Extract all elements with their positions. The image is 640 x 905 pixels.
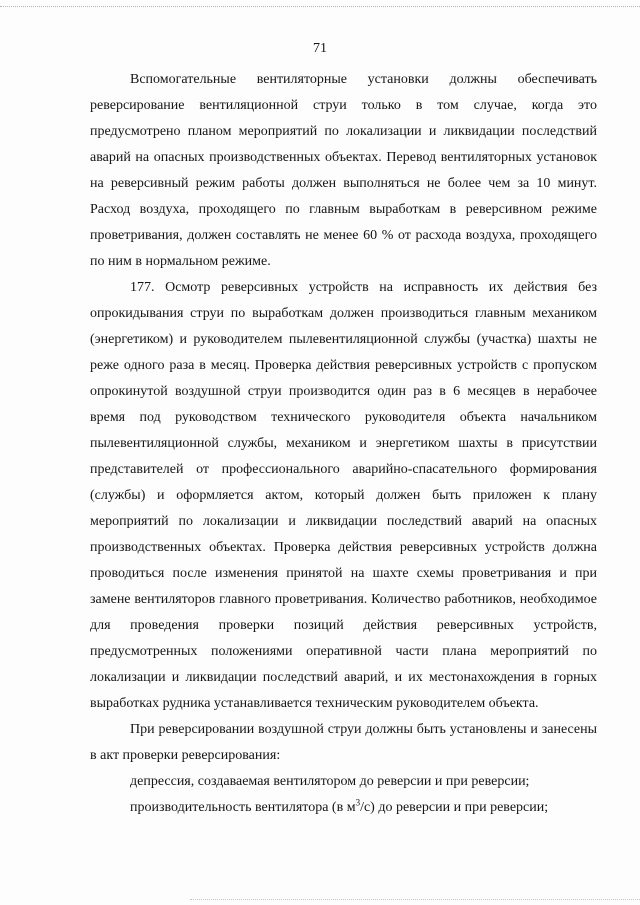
paragraph-reversal-act: При реверсировании воздушной струи должны быть установлены и занесены в акт проверки реверсирования: [90, 722, 597, 763]
fan-capacity-text-end: /с) до реверсии и при реверсии; [360, 800, 549, 815]
list-item-fan-capacity [90, 795, 597, 821]
paragraph-fan-reversal: Вспомогательные вентиляторные установки должны обеспечивать реверсирование вентиляционной струи только в том случае, когда это предусмотрено планом мероприятий по локализации и ликвидации последствий аварий на опасных производственных объектах. Перевод вентиляторных установок на реверсивный режим работы должен выполняться не более чем за 10 минут. Расход воздуха, проходящего по главным выработкам в реверсивном режиме проветривания, должен составлять не менее 60 % от расхода воздуха, проходящего по ним в нормальном режиме. [90, 72, 597, 269]
paragraph-177-inspection: 177. Осмотр реверсивных устройств на исправность их действия без опрокидывания струи по выработкам должен производиться главным механиком (энергетиком) и руководителем пылевентиляционной службы (участка) шахты не реже одного раза в месяц. Проверка действия реверсивных устройств с пропуском опрокинутой воздушной струи производится один раз в 6 месяцев в нерабочее время под руководством технического руководителя объекта начальником пылевентиляционной службы, механиком и энергетиком шахты в присутствии представителей от профессионального аварийно-спасательного формирования (службы) и оформляется актом, который должен быть приложен к плану мероприятий по локализации и ликвидации последствий аварий на опасных производственных объектах. Проверка действия реверсивных устройств должна проводиться после изменения принятой на шахте схемы проветривания и при замене вентиляторов главного проветривания. Количество работников, необходимое для проведения проверки позиций действия реверсивных устройств, предусмотренных положениями оперативной части плана мероприятий по локализации и ликвидации последствий аварий, и их местонахождения в горных выработках рудника устанавливается техническим руководителем объекта. [90, 280, 597, 711]
scan-bottom-edge [190, 899, 640, 900]
list-item-depression: депрессия, создаваемая вентилятором до реверсии и при реверсии; [130, 774, 530, 789]
scan-top-edge [0, 6, 640, 7]
document-body [90, 67, 597, 821]
unit-superscript: 3 [355, 797, 361, 808]
page-number: 71 [313, 41, 327, 56]
fan-capacity-text-start: производительность вентилятора (в м [130, 800, 356, 815]
